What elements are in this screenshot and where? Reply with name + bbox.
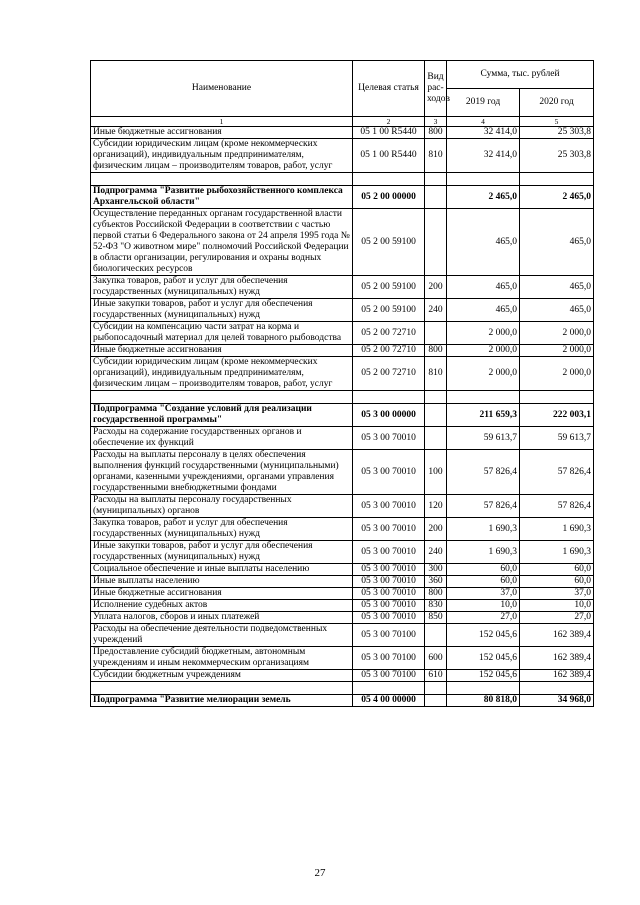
row-amount-2020: 465,0 (520, 299, 594, 322)
subprogram-row (91, 695, 594, 707)
row-expense-type: 120 (425, 495, 447, 518)
row-expense-type: 300 (425, 564, 447, 576)
column-index: 1 (91, 117, 353, 127)
column-index: 3 (425, 117, 447, 127)
table-row (91, 647, 594, 670)
row-amount-2020: 1 690,3 (520, 541, 594, 564)
table-row (91, 600, 594, 612)
row-name: Субсидии на компенсацию части затрат на корма и рыбопосадочный материал для целей товарного рыбоводства (91, 322, 353, 345)
row-amount-2019: 1 690,3 (447, 541, 520, 564)
row-target-code: 05 4 00 00000 (353, 695, 425, 707)
row-expense-type (425, 695, 447, 707)
row-amount-2019: 32 414,0 (447, 139, 520, 173)
row-amount-2020: 25 303,8 (520, 127, 594, 139)
row-target-code: 05 3 00 70010 (353, 564, 425, 576)
column-index: 5 (520, 117, 594, 127)
row-name: Закупка товаров, работ и услуг для обеспечения государственных (муниципальных) нужд (91, 276, 353, 299)
table-row (91, 357, 594, 391)
row-amount-2020: 2 000,0 (520, 345, 594, 357)
spacer-row (91, 173, 594, 186)
row-amount-2019: 152 045,6 (447, 647, 520, 670)
row-name: Иные бюджетные ассигнования (91, 127, 353, 139)
row-name: Подпрограмма "Развитие рыбохозяйственного комплекса Архангельской области" (91, 186, 353, 209)
row-name: Уплата налогов, сборов и иных платежей (91, 612, 353, 624)
row-target-code: 05 2 00 59100 (353, 299, 425, 322)
table-row (91, 209, 594, 276)
row-name: Подпрограмма "Создание условий для реализации государственной программы" (91, 404, 353, 427)
row-amount-2019: 37,0 (447, 588, 520, 600)
row-expense-type: 200 (425, 276, 447, 299)
table-row (91, 576, 594, 588)
row-expense-type (425, 404, 447, 427)
header-name: Наименование (91, 61, 353, 117)
row-target-code: 05 2 00 00000 (353, 186, 425, 209)
table-row (91, 299, 594, 322)
row-name: Расходы на выплаты персоналу государственных (муниципальных) органов (91, 495, 353, 518)
row-amount-2019: 465,0 (447, 209, 520, 276)
header-sum: Сумма, тыс. рублей (447, 61, 594, 89)
row-amount-2020: 57 826,4 (520, 450, 594, 495)
column-index: 4 (447, 117, 520, 127)
row-amount-2020: 1 690,3 (520, 518, 594, 541)
empty-cell (425, 391, 447, 404)
row-target-code: 05 3 00 70100 (353, 647, 425, 670)
empty-cell (520, 682, 594, 695)
row-amount-2020: 27,0 (520, 612, 594, 624)
row-name: Расходы на выплаты персоналу в целях обеспечения выполнения функций государственными (муниципальными) органами, казенными учреждениями, органами управления государственными внебюджетными фондами (91, 450, 353, 495)
row-target-code: 05 3 00 70010 (353, 588, 425, 600)
row-amount-2019: 59 613,7 (447, 427, 520, 450)
row-name: Исполнение судебных актов (91, 600, 353, 612)
column-index: 2 (353, 117, 425, 127)
table-row (91, 127, 594, 139)
row-amount-2020: 465,0 (520, 276, 594, 299)
row-amount-2020: 162 389,4 (520, 624, 594, 647)
table-row (91, 450, 594, 495)
row-expense-type: 800 (425, 345, 447, 357)
row-expense-type (425, 186, 447, 209)
row-expense-type: 810 (425, 139, 447, 173)
row-target-code: 05 3 00 70010 (353, 518, 425, 541)
table-row (91, 588, 594, 600)
row-expense-type: 200 (425, 518, 447, 541)
header-year-2019: 2019 год (447, 89, 520, 117)
budget-table (90, 60, 594, 707)
row-amount-2019: 10,0 (447, 600, 520, 612)
table-row (91, 322, 594, 345)
row-amount-2020: 2 465,0 (520, 186, 594, 209)
row-amount-2020: 60,0 (520, 576, 594, 588)
row-amount-2020: 34 968,0 (520, 695, 594, 707)
table-row (91, 139, 594, 173)
table-row (91, 670, 594, 682)
header-year-2020: 2020 год (520, 89, 594, 117)
row-amount-2019: 152 045,6 (447, 670, 520, 682)
empty-cell (447, 173, 520, 186)
row-target-code: 05 1 00 R5440 (353, 127, 425, 139)
row-expense-type (425, 209, 447, 276)
header-target: Целевая статья (353, 61, 425, 117)
row-name: Подпрограмма "Развитие мелиорации земель (91, 695, 353, 707)
row-amount-2019: 152 045,6 (447, 624, 520, 647)
row-amount-2019: 2 000,0 (447, 322, 520, 345)
table-row (91, 345, 594, 357)
row-target-code: 05 2 00 72710 (353, 345, 425, 357)
row-amount-2019: 2 000,0 (447, 357, 520, 391)
empty-cell (425, 682, 447, 695)
row-expense-type (425, 624, 447, 647)
row-target-code: 05 3 00 70010 (353, 541, 425, 564)
row-name: Закупка товаров, работ и услуг для обеспечения государственных (муниципальных) нужд (91, 518, 353, 541)
row-name: Иные бюджетные ассигнования (91, 588, 353, 600)
row-name: Иные закупки товаров, работ и услуг для обеспечения государственных (муниципальных) нужд (91, 541, 353, 564)
row-amount-2020: 162 389,4 (520, 670, 594, 682)
row-target-code: 05 3 00 70010 (353, 427, 425, 450)
row-amount-2020: 162 389,4 (520, 647, 594, 670)
row-name: Иные закупки товаров, работ и услуг для обеспечения государственных (муниципальных) нужд (91, 299, 353, 322)
row-expense-type: 830 (425, 600, 447, 612)
row-expense-type (425, 322, 447, 345)
row-amount-2019: 57 826,4 (447, 495, 520, 518)
row-target-code: 05 3 00 70010 (353, 495, 425, 518)
row-expense-type: 810 (425, 357, 447, 391)
spacer-row (91, 682, 594, 695)
row-expense-type: 850 (425, 612, 447, 624)
row-amount-2019: 80 818,0 (447, 695, 520, 707)
empty-cell (91, 391, 353, 404)
row-expense-type (425, 427, 447, 450)
row-amount-2019: 27,0 (447, 612, 520, 624)
row-target-code: 05 2 00 72710 (353, 357, 425, 391)
row-target-code: 05 3 00 70100 (353, 670, 425, 682)
row-amount-2019: 60,0 (447, 576, 520, 588)
row-amount-2020: 222 003,1 (520, 404, 594, 427)
row-amount-2019: 60,0 (447, 564, 520, 576)
subprogram-row (91, 404, 594, 427)
row-expense-type: 600 (425, 647, 447, 670)
row-amount-2020: 60,0 (520, 564, 594, 576)
subprogram-row (91, 186, 594, 209)
row-name: Осуществление переданных органам государственной власти субъектов Российской Федерации в соответствии с частью первой статьи 6 Федерального закона от 24 апреля 1995 года № 52-ФЗ "О животном мире" полномочий Российской Федерации в области организации, регулирования и охраны водных биологических ресурсов (91, 209, 353, 276)
row-name: Субсидии юридическим лицам (кроме некоммерческих организаций), индивидуальным предпринимателям, физическим лицам – производителям товаров, работ, услуг (91, 357, 353, 391)
row-target-code: 05 2 00 59100 (353, 276, 425, 299)
row-name: Расходы на обеспечение деятельности подведомственных учреждений (91, 624, 353, 647)
row-name: Иные бюджетные ассигнования (91, 345, 353, 357)
row-target-code: 05 3 00 70010 (353, 612, 425, 624)
table-row (91, 276, 594, 299)
table-row (91, 427, 594, 450)
row-target-code: 05 3 00 70010 (353, 576, 425, 588)
table-row (91, 564, 594, 576)
row-target-code: 05 1 00 R5440 (353, 139, 425, 173)
row-amount-2019: 1 690,3 (447, 518, 520, 541)
row-amount-2020: 59 613,7 (520, 427, 594, 450)
row-amount-2019: 2 465,0 (447, 186, 520, 209)
table-row (91, 495, 594, 518)
table-row (91, 518, 594, 541)
empty-cell (91, 173, 353, 186)
row-expense-type: 800 (425, 127, 447, 139)
empty-cell (353, 391, 425, 404)
row-name: Социальное обеспечение и иные выплаты населению (91, 564, 353, 576)
row-expense-type: 240 (425, 541, 447, 564)
row-name: Расходы на содержание государственных органов и обеспечение их функций (91, 427, 353, 450)
header-vid: Вид рас-ходов (425, 61, 447, 117)
spacer-row (91, 391, 594, 404)
row-amount-2020: 2 000,0 (520, 357, 594, 391)
row-name: Иные выплаты населению (91, 576, 353, 588)
table-body (91, 127, 594, 707)
empty-cell (447, 682, 520, 695)
row-target-code: 05 3 00 70010 (353, 600, 425, 612)
row-amount-2019: 32 414,0 (447, 127, 520, 139)
row-expense-type: 100 (425, 450, 447, 495)
row-amount-2019: 211 659,3 (447, 404, 520, 427)
row-target-code: 05 2 00 59100 (353, 209, 425, 276)
row-target-code: 05 3 00 70100 (353, 624, 425, 647)
row-expense-type: 240 (425, 299, 447, 322)
empty-cell (425, 173, 447, 186)
row-expense-type: 360 (425, 576, 447, 588)
row-amount-2019: 2 000,0 (447, 345, 520, 357)
empty-cell (520, 173, 594, 186)
row-amount-2019: 465,0 (447, 276, 520, 299)
page-number: 27 (314, 867, 326, 879)
row-expense-type: 610 (425, 670, 447, 682)
table-row (91, 624, 594, 647)
table-row (91, 612, 594, 624)
row-amount-2019: 57 826,4 (447, 450, 520, 495)
empty-cell (353, 173, 425, 186)
row-expense-type: 800 (425, 588, 447, 600)
row-target-code: 05 3 00 00000 (353, 404, 425, 427)
row-name: Предоставление субсидий бюджетным, автономным учреждениям и иным некоммерческим организациям (91, 647, 353, 670)
row-amount-2020: 25 303,8 (520, 139, 594, 173)
empty-cell (353, 682, 425, 695)
row-name: Субсидии бюджетным учреждениям (91, 670, 353, 682)
row-target-code: 05 3 00 70010 (353, 450, 425, 495)
empty-cell (447, 391, 520, 404)
row-name: Субсидии юридическим лицам (кроме некоммерческих организаций), индивидуальным предпринимателям, физическим лицам – производителям товаров, работ, услуг (91, 139, 353, 173)
empty-cell (520, 391, 594, 404)
row-amount-2020: 37,0 (520, 588, 594, 600)
row-amount-2020: 2 000,0 (520, 322, 594, 345)
row-amount-2020: 57 826,4 (520, 495, 594, 518)
empty-cell (91, 682, 353, 695)
row-amount-2019: 465,0 (447, 299, 520, 322)
row-amount-2020: 10,0 (520, 600, 594, 612)
row-target-code: 05 2 00 72710 (353, 322, 425, 345)
table-row (91, 541, 594, 564)
row-amount-2020: 465,0 (520, 209, 594, 276)
